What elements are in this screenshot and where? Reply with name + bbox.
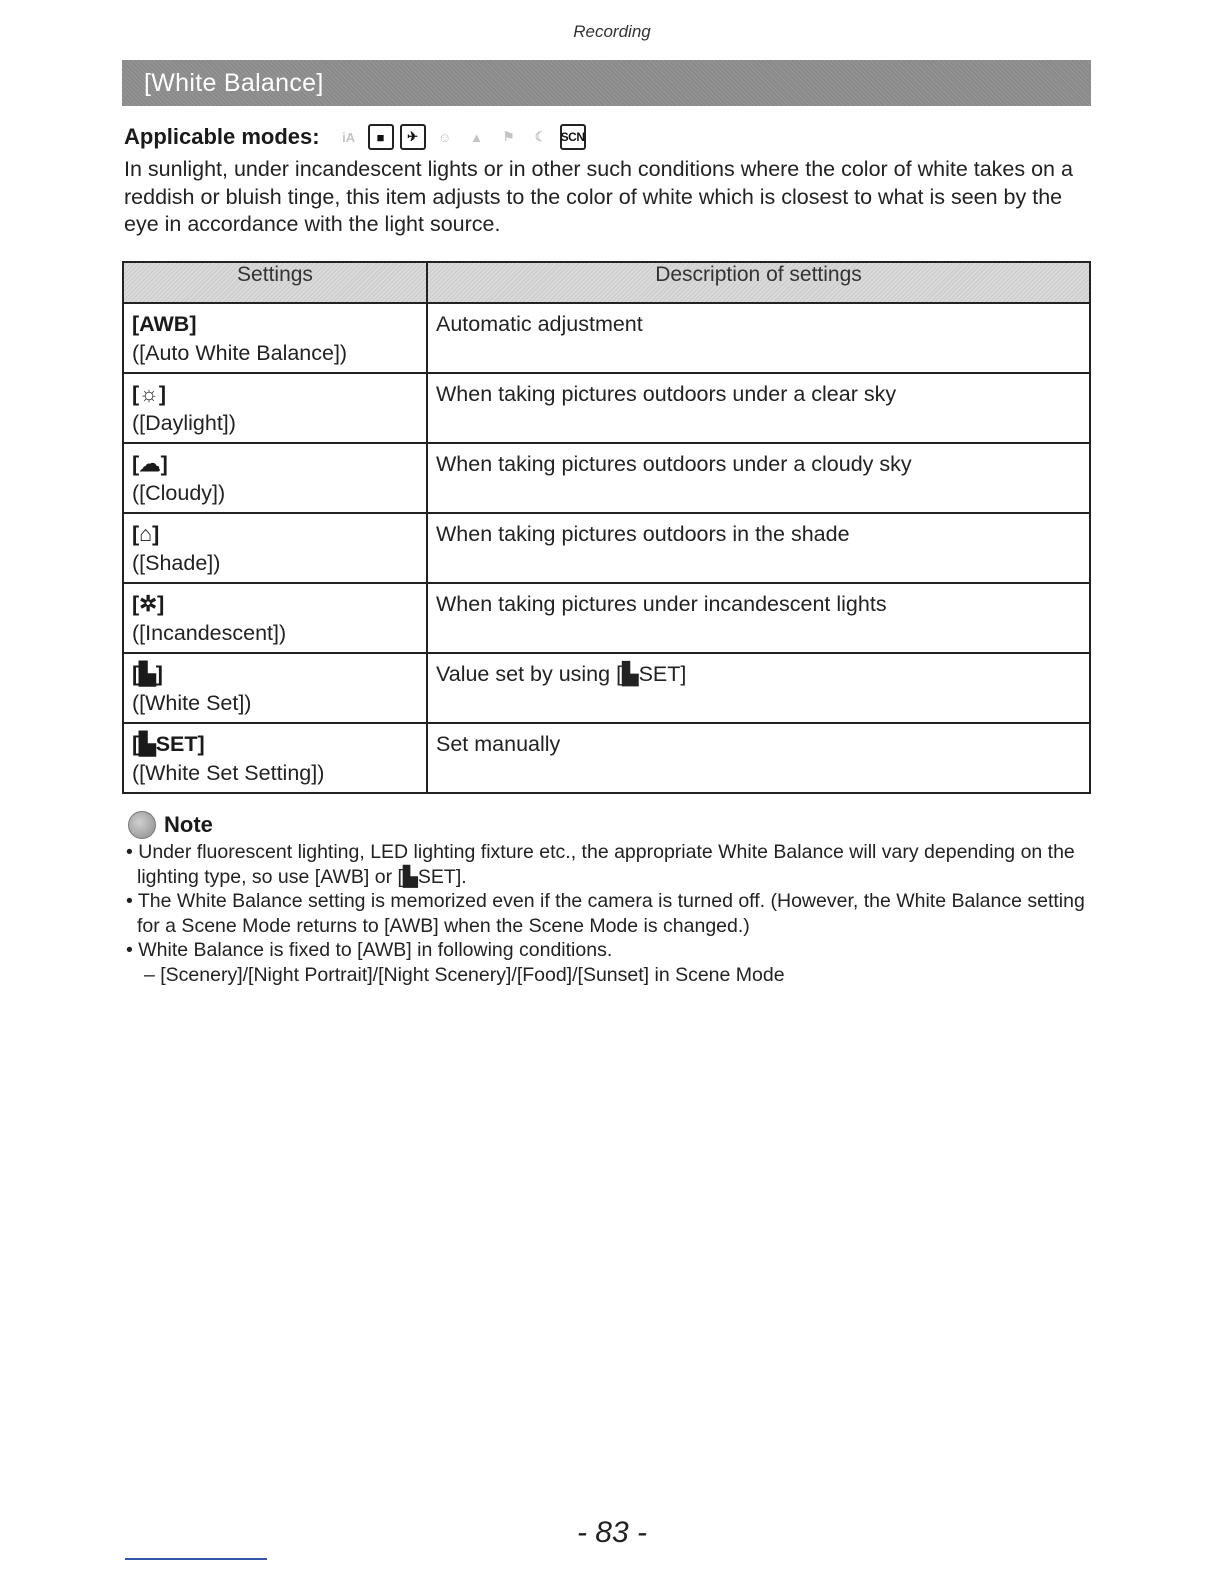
table-header-row xyxy=(123,262,1090,303)
table-row xyxy=(123,583,1090,653)
note-list xyxy=(126,840,1096,987)
note-item: • White Balance is fixed to [AWB] in following conditions. xyxy=(126,939,613,961)
setting-name: [▙SET] xyxy=(132,732,205,756)
table-row xyxy=(123,723,1090,793)
running-header: Recording xyxy=(573,22,651,41)
setting-full-name: ([Auto White Balance]) xyxy=(132,341,348,365)
table-row xyxy=(123,373,1090,443)
description-cell: Automatic adjustment xyxy=(427,303,1090,373)
normal-picture-icon: ■ xyxy=(368,124,394,150)
table-row xyxy=(123,303,1090,373)
my-scene-icon: ✈ xyxy=(400,124,426,150)
table-row xyxy=(123,653,1090,723)
setting-cell xyxy=(123,513,427,583)
setting-cell xyxy=(123,373,427,443)
note-item: • Under fluorescent lighting, LED lighting fixture etc., the appropriate White Balance will vary depending on the lighting type, so use [AWB] or [▙SET]. xyxy=(126,841,1075,888)
footer-rule xyxy=(125,1558,267,1560)
setting-name: [▙] xyxy=(132,662,163,686)
scenery-icon: ▲ xyxy=(470,129,484,145)
section-title: [White Balance] xyxy=(144,68,324,97)
setting-cell xyxy=(123,303,427,373)
setting-full-name: ([Daylight]) xyxy=(132,411,236,435)
setting-full-name: ([Cloudy]) xyxy=(132,481,226,505)
description-cell: When taking pictures under incandescent lights xyxy=(427,583,1090,653)
note-heading xyxy=(128,811,213,839)
setting-name: [⌂] xyxy=(132,522,160,546)
description-cell: Set manually xyxy=(427,723,1090,793)
night-portrait-icon: ☾ xyxy=(534,129,547,144)
header-settings: Settings xyxy=(123,262,427,303)
setting-full-name: ([Incandescent]) xyxy=(132,621,287,645)
description-cell: Value set by using [▙SET] xyxy=(427,653,1090,723)
portrait-icon: ☺ xyxy=(437,129,452,145)
page-number: - 83 - xyxy=(576,1516,648,1549)
applicable-modes-label: Applicable modes: xyxy=(124,124,320,149)
setting-cell xyxy=(123,583,427,653)
table-row xyxy=(123,443,1090,513)
note-subitem: – [Scenery]/[Night Portrait]/[Night Scenery]/[Food]/[Sunset] in Scene Mode xyxy=(144,963,785,986)
setting-cell xyxy=(123,443,427,513)
sports-icon: ⚑ xyxy=(502,129,515,144)
setting-name: [☼] xyxy=(132,382,167,406)
section-title-bar xyxy=(122,60,1091,106)
setting-full-name: ([White Set Setting]) xyxy=(132,761,325,785)
description-cell: When taking pictures outdoors in the shade xyxy=(427,513,1090,583)
scene-mode-icon: SCN xyxy=(560,124,586,150)
setting-name: [☁] xyxy=(132,452,168,476)
header-description: Description of settings xyxy=(427,262,1090,303)
white-balance-table xyxy=(122,261,1091,794)
setting-full-name: ([Shade]) xyxy=(132,551,221,575)
intro-paragraph: In sunlight, under incandescent lights or in other such conditions where the color of white takes on a reddish or bluish tinge, this item adjusts to the color of white which is closest to what is seen by the eye in accordance with the light source. xyxy=(124,157,1073,236)
setting-cell xyxy=(123,723,427,793)
table-row xyxy=(123,513,1090,583)
description-cell: When taking pictures outdoors under a clear sky xyxy=(427,373,1090,443)
intelligent-auto-icon: iA xyxy=(342,129,356,145)
setting-full-name: ([White Set]) xyxy=(132,691,252,715)
note-title: Note xyxy=(164,812,213,837)
note-item: • The White Balance setting is memorized even if the camera is turned off. (However, the White Balance setting for a Scene Mode returns to [AWB] when the Scene Mode is changed.) xyxy=(126,890,1085,937)
description-cell: When taking pictures outdoors under a cloudy sky xyxy=(427,443,1090,513)
setting-name: [AWB] xyxy=(132,312,197,336)
setting-cell xyxy=(123,653,427,723)
note-icon xyxy=(128,811,156,839)
setting-name: [✲] xyxy=(132,592,165,616)
applicable-modes xyxy=(124,120,586,154)
